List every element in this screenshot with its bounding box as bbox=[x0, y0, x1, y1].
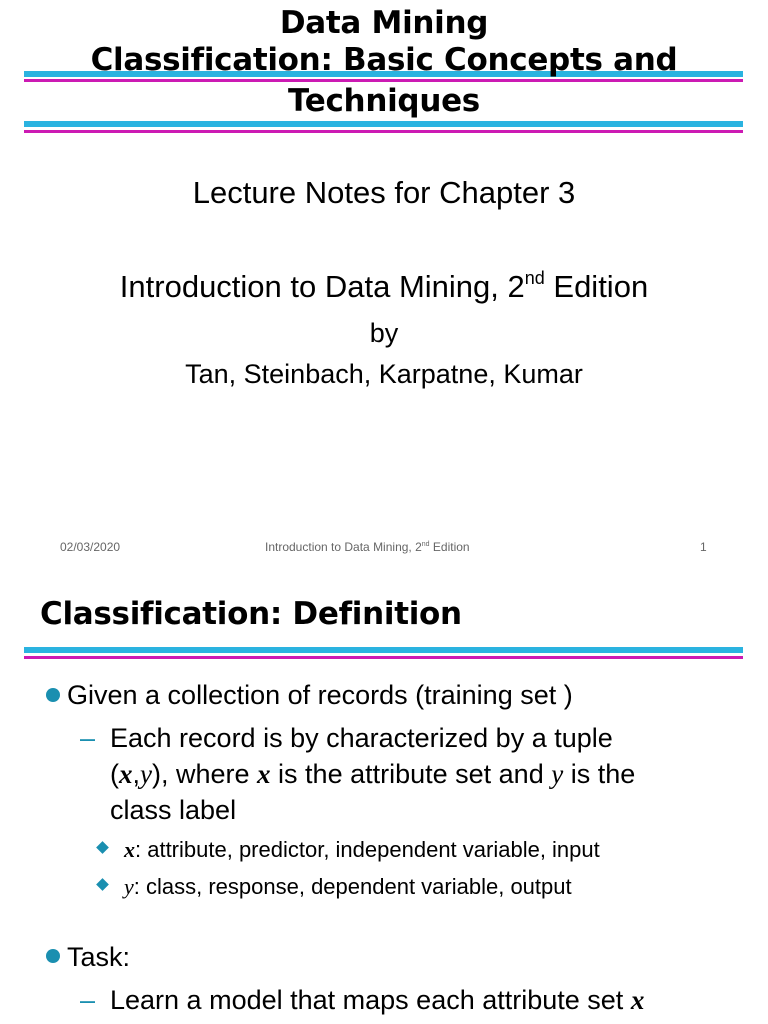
sub-bullet-1-line-2: (x,y), where x is the attribute set and y is the bbox=[110, 759, 636, 789]
bullet-2-text: Task: bbox=[67, 942, 131, 972]
diamond-item-1: x: attribute, predictor, independent variable, input bbox=[124, 837, 600, 862]
authors-line: Tan, Steinbach, Karpatne, Kumar bbox=[185, 359, 583, 389]
footer-date: 02/03/2020 bbox=[60, 540, 121, 554]
bullet-dot-icon bbox=[46, 949, 60, 963]
sub-bullet-1-line-1: Each record is by characterized by a tuple bbox=[110, 723, 613, 753]
title-rule-magenta bbox=[24, 656, 743, 659]
title-rule-cyan bbox=[24, 647, 743, 653]
book-title-line: Introduction to Data Mining, 2nd Edition bbox=[119, 268, 649, 304]
definition-slide bbox=[0, 570, 768, 1024]
sub-bullet-1-line-3: class label bbox=[110, 795, 237, 825]
dash-icon: – bbox=[80, 723, 96, 753]
slide-title-line-2: Classification: Basic Concepts and bbox=[90, 42, 678, 78]
slide-title-line-1: Data Mining bbox=[279, 5, 489, 41]
slide-title: Classification: Definition bbox=[40, 596, 462, 632]
diamond-bullet-icon bbox=[96, 841, 109, 854]
title-rule-cyan-2 bbox=[24, 121, 743, 127]
title-rule-magenta-2 bbox=[24, 130, 743, 133]
bullet-1-text: Given a collection of records (training set ) bbox=[67, 680, 573, 710]
diamond-item-2: y: class, response, dependent variable, output bbox=[124, 874, 572, 899]
lecture-notes-line: Lecture Notes for Chapter 3 bbox=[192, 175, 576, 210]
footer-page-number: 1 bbox=[700, 540, 707, 554]
dash-icon: – bbox=[80, 985, 96, 1015]
by-line: by bbox=[369, 318, 399, 348]
diamond-bullet-icon bbox=[96, 878, 109, 891]
sub-bullet-2-line-1: Learn a model that maps each attribute set x bbox=[110, 985, 645, 1015]
bullet-dot-icon bbox=[46, 688, 60, 702]
slide-title-line-3: Techniques bbox=[288, 83, 480, 119]
footer-title: Introduction to Data Mining, 2nd Edition bbox=[265, 540, 470, 554]
